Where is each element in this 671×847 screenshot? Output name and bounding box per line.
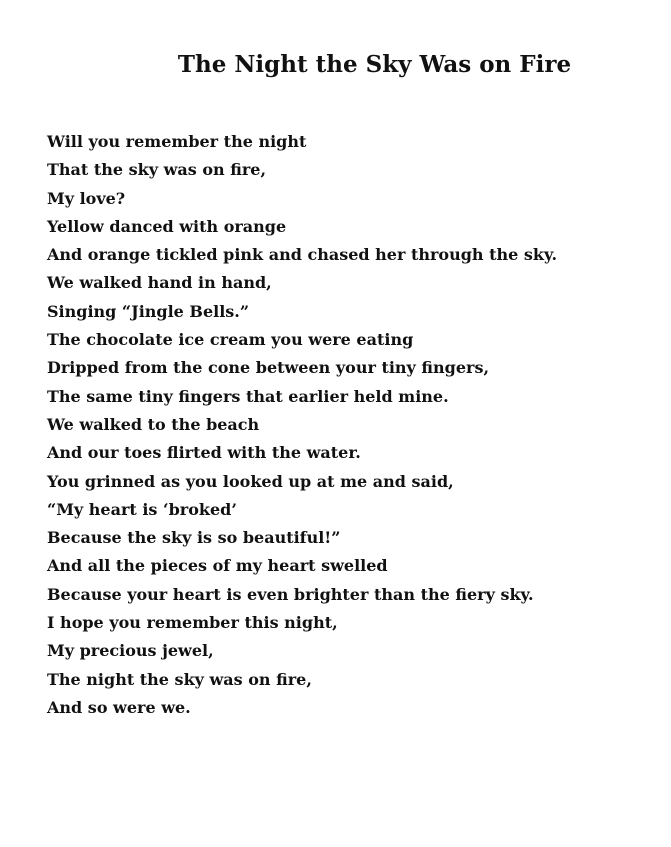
poem-line: “My heart is ‘broked’ — [47, 499, 237, 519]
poem-line: We walked hand in hand, — [47, 273, 272, 293]
poem-line: My precious jewel, — [47, 641, 214, 661]
poem-line: Will you remember the night — [47, 132, 307, 151]
poem-line: The same tiny fingers that earlier held mine. — [47, 386, 449, 406]
poem-line: We walked to the beach — [47, 414, 260, 434]
poem-line: Dripped from the cone between your tiny fingers, — [47, 358, 490, 378]
poem-body — [47, 130, 647, 724]
poem-line: My love? — [47, 188, 126, 208]
poem-title: The Night the Sky Was on Fire — [177, 51, 572, 78]
poem-line: And all the pieces of my heart swelled — [47, 556, 388, 576]
poem-line: And orange tickled pink and chased her through the sky. — [47, 245, 558, 265]
poem-line: Because your heart is even brighter than the fiery sky. — [47, 584, 534, 604]
poem-line: You grinned as you looked up at me and said, — [47, 471, 454, 491]
poem-line: Yellow danced with orange — [47, 216, 287, 236]
poem-line: The night the sky was on fire, — [47, 669, 312, 689]
poem-line: I hope you remember this night, — [47, 613, 338, 633]
poem-line: The chocolate ice cream you were eating — [47, 330, 414, 350]
poem-line: And so were we. — [47, 697, 191, 717]
poem-line: That the sky was on fire, — [47, 160, 267, 180]
poem-line: Singing “Jingle Bells.” — [47, 301, 250, 321]
poem-line: Because the sky is so beautiful!” — [47, 528, 341, 548]
poem-line: And our toes flirted with the water. — [47, 443, 361, 463]
